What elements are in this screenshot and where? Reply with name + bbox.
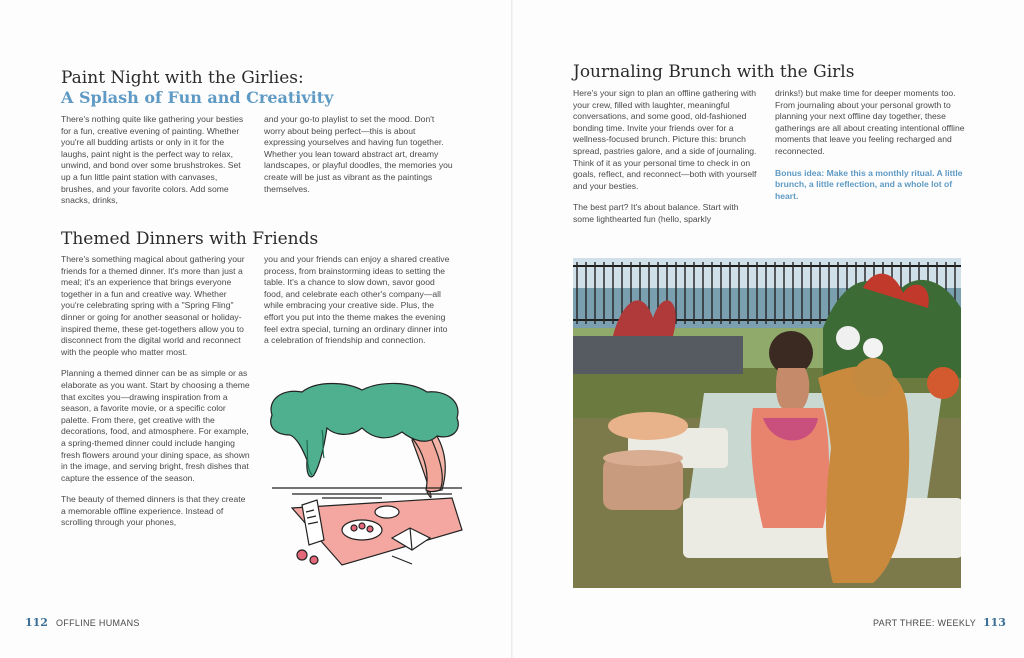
photo-scene [573, 258, 961, 588]
themed-dinners-col1 [61, 254, 251, 539]
paragraph: There's nothing quite like gathering your besties for a fun, creative evening of painting. Whether you're all budding artists or only in it for the laughs, paint night is the perfect way to relax, unwind, and bond over some brushstrokes. Set up a fun little paint station with canvases, brushes, and your favorite colors. Add some snacks, drinks, [61, 114, 244, 206]
paragraph: Planning a themed dinner can be as simple or as elaborate as you want. Start by choosing a theme that excites you—drawing inspiration from a season, a favorite movie, or a specific color palette. From there, get creative with the decorations, food, and atmosphere. For example, a spring-themed dinner could include hanging fresh flowers around your dining space, as shown in the image, and serving bright, fresh dishes that capture the essence of the season. [61, 368, 250, 483]
running-head-left: OFFLINE HUMANS [56, 618, 140, 628]
paragraph: The best part? It's about balance. Start with some lighthearted fun (hello, sparkly [573, 202, 739, 224]
themed-dinners-title: Themed Dinners with Friends [61, 229, 319, 249]
picnic-illustration [262, 380, 468, 570]
journaling-col2 [775, 88, 965, 212]
paragraph: you and your friends can enjoy a shared creative process, from brainstorming ideas to setting the table. It's a chance to slow down, savor good food, and celebrate each other's company—all while embracing your creative side. Plus, the effort you put into the theme makes the evening feel extra special, turning an ordinary dinner into a celebration of friendship and connection. [264, 254, 450, 346]
paint-night-subtitle: A Splash of Fun and Creativity [61, 88, 334, 107]
brunch-photo [573, 258, 961, 588]
page-number-right: 113 [983, 616, 1006, 629]
paragraph: drinks!) but make time for deeper moments too. From journaling about your personal growth to planning your next offline day together, these gatherings are all about creating intentional offline moments that leave you feeling recharged and reconnected. [775, 88, 965, 156]
journaling-col1 [573, 88, 761, 236]
bonus-idea: Bonus idea: Make this a monthly ritual. A little brunch, a little reflection, and a whole lot of heart. [775, 167, 963, 201]
paragraph: and your go-to playlist to set the mood. Don't worry about being perfect—this is about expressing yourselves and having fun together. Whether you lean toward abstract art, dreamy landscapes, or playful doodles, the memories you create will be just as vibrant as the paintings themselves. [264, 114, 453, 194]
paint-night-title: Paint Night with the Girlies: [61, 68, 304, 88]
paragraph: Here's your sign to plan an offline gathering with your crew, filled with laughter, meaningful conversations, and some good, old-fashioned bonding time. Invite your friends over for a wellness-focused brunch. Picture this: brunch spread, pastries galore, and a side of journaling. Think of it as your personal time to check in on goals, reflect, and reconnect—both with yourself and your besties. [573, 88, 757, 191]
paragraph: The beauty of themed dinners is that they create a memorable offline experience. Instead of scrolling through your phones, [61, 494, 246, 528]
running-head-right: PART THREE: WEEKLY [873, 618, 977, 628]
journaling-brunch-title: Journaling Brunch with the Girls [573, 62, 855, 82]
paragraph: There's something magical about gathering your friends for a themed dinner. It's more than just a meal; it's an experience that brings everyone together in a fun and creative way. Whether you're celebrating spring with a "Spring Fling" dinner or going for another seasonal or holiday-inspired theme, these get-togethers allow you to disconnect from the digital world and reconnect with the people who matter most. [61, 254, 245, 357]
page-gutter [511, 0, 513, 658]
page-number-left: 112 [25, 616, 48, 629]
themed-dinners-col2 [264, 254, 454, 357]
paint-night-col1 [61, 114, 251, 217]
paint-night-col2 [264, 114, 454, 205]
